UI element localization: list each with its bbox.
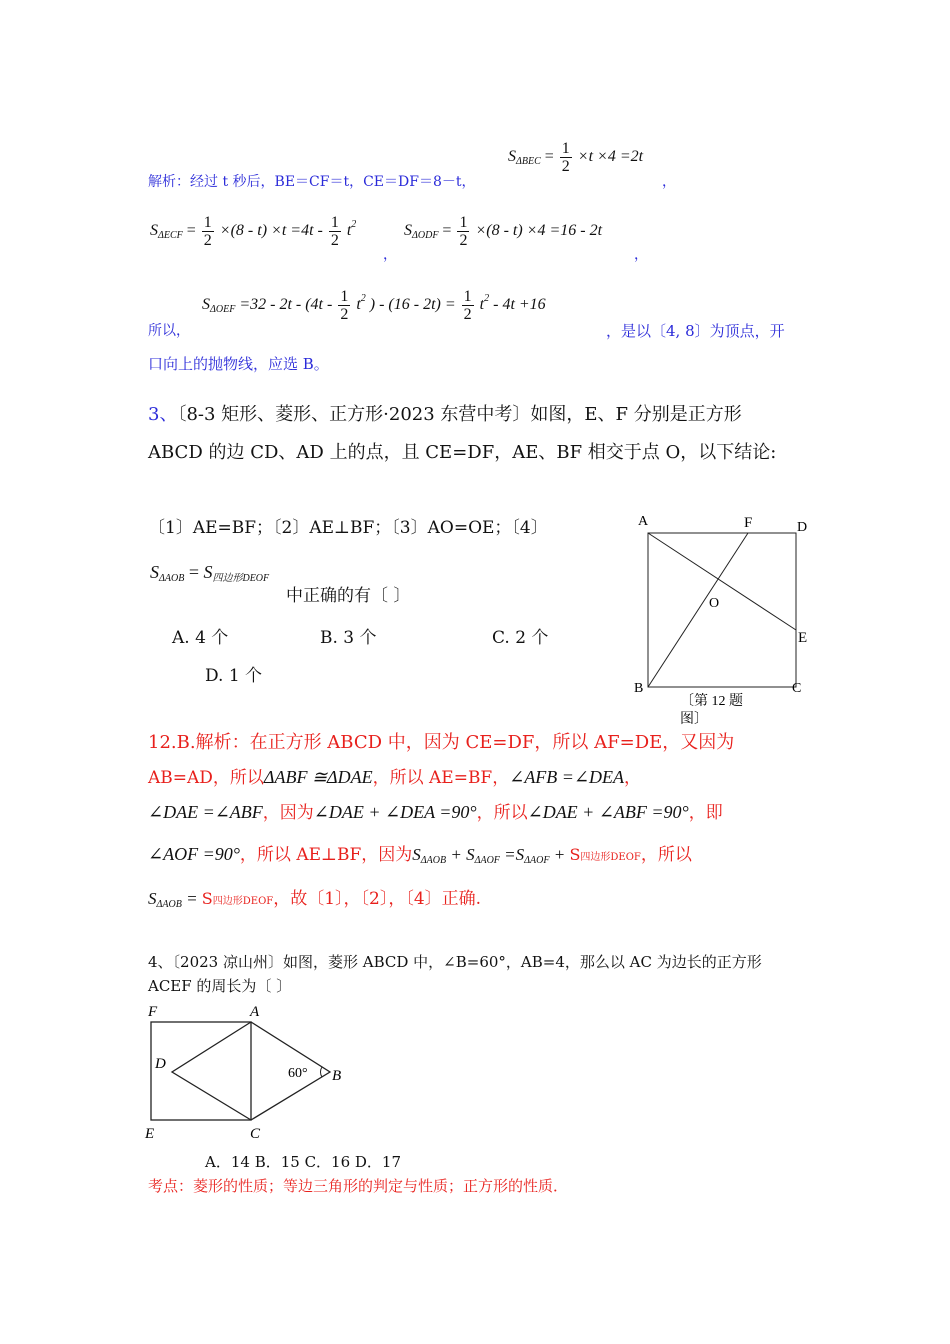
label-e: E [798,630,808,646]
segment-ae [648,533,796,630]
sol12-line1: 12.B.解析：在正方形 ABCD 中，因为 CE=DF，所以 AF=DE，又因为 [148,732,735,753]
formula-s-oef: $S_{\Delta OEF} =32 - 2t - (4t$ - $\frac{1}{2}$ $t^2$ ) - (16 - 2t) = $\frac{1}{2}$ $t^2 - 4t +16$ [202,288,546,323]
sol2-tail1: ，是以〔4, 8〕为顶点，开 [606,322,785,340]
q4-line2: ACEF 的周长为〔 〕 [148,977,292,995]
formula-s-odf: $S_{\Delta ODF}$ = $\frac{1}{2}$ ×(8 - t) ×4 =16 - 2t [404,214,603,249]
q4-kaodian: 考点：菱形的性质；等边三角形的判定与性质；正方形的性质． [148,1177,569,1195]
q3-tail: 中正确的有〔 〕 [286,586,411,606]
formula-area-eq: $S_{\Delta AOB} = S_{四边形DEOF}$ [150,562,270,584]
sol12-line3: ∠DAE =∠ABF，因为∠DAE + ∠DEA =90°，所以∠DAE + ∠ABF =90°，即 [148,802,723,823]
q3-option-a: A. 4 个 [172,628,229,648]
square-acef [151,1022,251,1120]
label-o: O [709,596,720,611]
formula-s-ecf: $S_{\Delta ECF}$ = $\frac{1}{2}$ ×(8 - t) ×t =4t - $\frac{1}{2}$ $t^2$ [150,214,357,249]
caption-line1: 〔第 12 题 [680,694,743,709]
q3-line2: ABCD 的边 CD、AD 上的点，且 CE=DF，AE、BF 相交于点 O，以下结论: [148,442,777,463]
segment-bf [648,533,748,687]
comma: ， [383,247,397,263]
q3-line1: 3、〔8-3 矩形、菱形、正方形·2023 东营中考〕如图，E、F 分别是正方形 [148,404,742,425]
label-d: D [797,520,808,535]
q3-option-c: C. 2 个 [492,628,549,648]
label-f: F [744,515,753,531]
label-b: B [634,681,644,696]
q3-option-b: B. 3 个 [320,628,377,648]
label-c: C [250,1126,261,1142]
formula-s-bec: $S_{\Delta BEC}$ = $\frac{1}{2}$ ×t ×4 =2t [508,140,644,175]
q4-line1: 4、〔2023 凉山州〕如图，菱形 ABCD 中，∠B=60°，AB=4，那么以 AC 为边长的正方形 [148,953,762,971]
label-f: F [148,1004,158,1020]
sol12-line4: ∠AOF =90°，所以 AE⊥BF，因为$S_{\Delta AOB} + S_{\Delta AOF} =S_{\Delta AOF} + S$四边形DEOF，所以 [148,844,692,866]
label-b: B [332,1068,342,1084]
sol2-suoyi: 所以， [148,323,190,339]
comma: ， [634,247,648,263]
sol2-line1: 解析：经过 t 秒后，BE＝CF＝t，CE＝DF＝8－t， [148,174,476,190]
sol2-tail2: 口向上的抛物线，应选 B。 [148,355,329,373]
square-figure [620,505,820,730]
sol12-line2: AB=AD，所以ΔABF ≅ΔDAE，所以 AE=BF，∠AFB =∠DEA， [148,767,642,788]
q3-conclusions: 〔1〕AE=BF；〔2〕AE⊥BF；〔3〕AO=OE；〔4〕 [148,518,548,538]
label-e: E [145,1126,155,1142]
rhombus-figure [140,998,360,1148]
caption-line2: 图〕 [680,712,708,727]
rhombus-left [172,1022,251,1120]
sol12-line5: $S_{\Delta AOB} = S$四边形DEOF，故〔1〕，〔2〕，〔4〕正确. [148,889,482,910]
label-a: A [638,514,649,529]
angle-arc [320,1067,322,1077]
label-a: A [250,1004,260,1020]
label-angle: 60° [288,1066,308,1081]
label-d: D [155,1056,166,1072]
q3-option-d: D. 1 个 [205,666,263,686]
comma: ， [662,174,676,190]
square-abcd [648,533,796,687]
q4-options: A．14 B．15 C．16 D．17 [205,1153,402,1171]
label-c: C [792,681,802,696]
